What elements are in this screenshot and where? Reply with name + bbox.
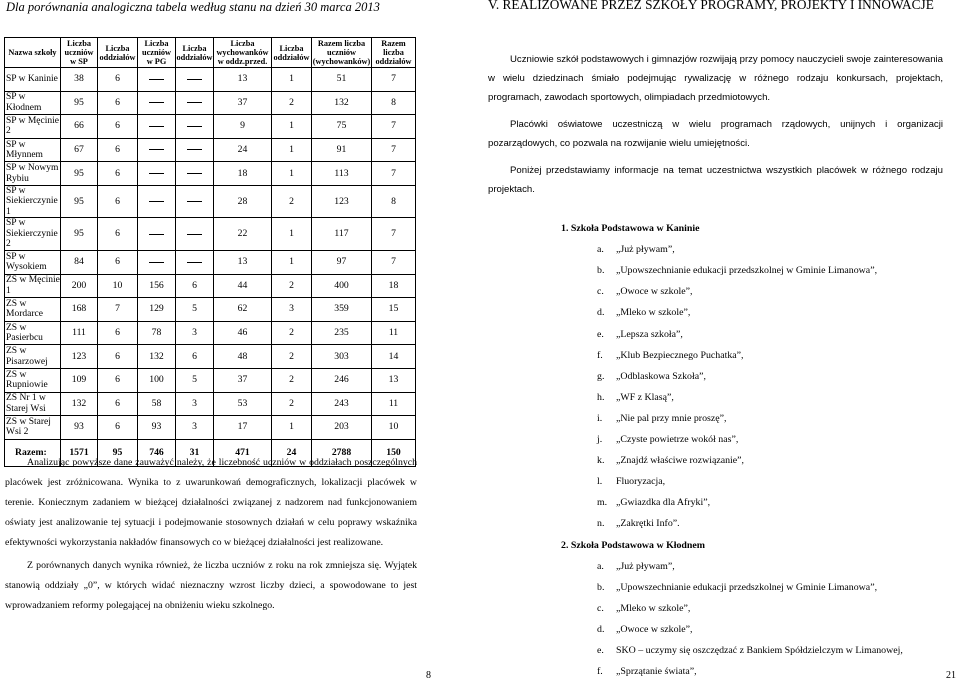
table-cell: 2 (272, 321, 312, 345)
table-cell: 93 (61, 416, 98, 440)
dash-mark (187, 126, 202, 127)
table-cell: 7 (372, 138, 416, 162)
table-cell: 9 (214, 115, 272, 139)
program-item (597, 329, 683, 340)
dash-mark (149, 262, 164, 263)
table-cell: 97 (312, 250, 372, 274)
table-row (5, 68, 416, 92)
table-cell: 53 (214, 392, 272, 416)
table-cell: 117 (312, 218, 372, 251)
school-name-cell: SP w Kaninie (5, 68, 61, 92)
program-letter: e. (597, 328, 604, 340)
table-cell: 24 (214, 138, 272, 162)
table-cell: 113 (312, 162, 372, 186)
table-row (5, 321, 416, 345)
table-cell: 62 (214, 298, 272, 322)
program-item (597, 392, 674, 403)
program-name: „Zakrętki Info”. (616, 518, 680, 530)
program-name: Fluoryzacja, (616, 476, 666, 488)
table-row (5, 91, 416, 115)
intro-paragraph: Placówki oświatowe uczestniczą w wielu programach rządowych, unijnych i organizacji pozarządowych, co pozwala na rozwijanie wielu umiejętności. (488, 119, 943, 149)
table-cell: 6 (98, 185, 138, 218)
table-cell: 1 (272, 68, 312, 92)
table-cell: 100 (138, 368, 176, 392)
total-cell: 150 (372, 439, 416, 466)
empty-dash-cell (176, 218, 214, 251)
program-letter: d. (597, 307, 605, 319)
program-letter: m. (597, 497, 608, 509)
table-cell: 93 (138, 416, 176, 440)
table-cell: 7 (372, 68, 416, 92)
table-cell: 1 (272, 162, 312, 186)
table-cell: 28 (214, 185, 272, 218)
table-row (5, 115, 416, 139)
program-item (597, 265, 877, 276)
total-cell: 471 (214, 439, 272, 466)
dash-mark (149, 126, 164, 127)
table-cell: 10 (98, 274, 138, 298)
dash-mark (149, 102, 164, 103)
program-item (597, 497, 710, 508)
program-letter: j. (597, 434, 603, 445)
program-item (597, 434, 738, 445)
school-name-cell: SP w Męcinie 2 (6, 115, 59, 137)
table-cell: 6 (98, 218, 138, 251)
program-name: „Upowszechnianie edukacji przedszkolnej w Gminie Limanowa”, (616, 581, 878, 593)
dash-mark (149, 149, 164, 150)
program-name: „Znajdź właściwe rozwiązanie”, (616, 455, 745, 467)
empty-dash-cell (138, 115, 176, 139)
total-cell: 31 (176, 439, 214, 466)
program-letter: e. (597, 645, 604, 656)
table-cell: 1 (272, 416, 312, 440)
table-cell: 6 (98, 162, 138, 186)
column-header: Liczba oddziałów (272, 38, 312, 68)
empty-dash-cell (138, 138, 176, 162)
table-cell: 6 (98, 68, 138, 92)
table-cell: 2 (272, 368, 312, 392)
table-cell: 200 (61, 274, 98, 298)
program-letter: c. (597, 286, 604, 298)
table-cell: 132 (61, 392, 98, 416)
table-cell: 95 (61, 91, 98, 115)
table-cell: 246 (312, 368, 372, 392)
table-cell: 3 (176, 416, 214, 440)
table-cell: 10 (372, 416, 416, 440)
total-cell: 2788 (312, 439, 372, 466)
table-cell: 235 (312, 321, 372, 345)
table-cell: 2 (272, 91, 312, 115)
table-cell: 51 (312, 68, 372, 92)
table-row (5, 345, 416, 369)
program-name: „WF z Klasą”, (616, 391, 674, 403)
table-cell: 6 (98, 321, 138, 345)
program-letter: g. (597, 370, 605, 382)
intro-paragraph: Uczniowie szkół podstawowych i gimnazjów rozwijają przy pomocy nauczycieli swoje zainteresowania w wielu dziedzinach śmiało podejmując rywalizację w różnego rodzaju konkursach, projektach, programach, zawodach sportowych, olimpiadach przedmiotowych. (488, 54, 943, 103)
intro-text (488, 50, 943, 199)
school-name-cell: ZS w Pasierbcu (5, 321, 61, 345)
table-cell: 3 (272, 298, 312, 322)
dash-mark (187, 79, 202, 80)
left-page (0, 0, 476, 684)
table-row (5, 218, 416, 251)
program-item (597, 582, 877, 593)
program-letter: b. (597, 265, 605, 277)
page-number: 8 (426, 670, 431, 681)
table-cell: 48 (214, 345, 272, 369)
table-cell: 8 (372, 91, 416, 115)
column-header: Liczba oddziałów (176, 38, 214, 68)
empty-dash-cell (138, 250, 176, 274)
dash-mark (187, 173, 202, 174)
table-cell: 14 (372, 345, 416, 369)
empty-dash-cell (176, 185, 214, 218)
school-name-cell: ZS w Starej Wsi 2 (5, 416, 61, 440)
program-item (597, 371, 706, 382)
program-item (597, 455, 744, 466)
table-cell: 15 (372, 298, 416, 322)
program-name: „Lepsza szkoła”, (616, 328, 683, 340)
table-row (5, 298, 416, 322)
dash-mark (187, 201, 202, 202)
table-cell: 303 (312, 345, 372, 369)
dash-mark (187, 234, 202, 235)
program-name: „Mleko w szkole”, (616, 602, 691, 614)
table-cell: 2 (272, 392, 312, 416)
program-item (597, 666, 697, 677)
dash-mark (149, 173, 164, 174)
table-cell: 243 (312, 392, 372, 416)
table-cell: 5 (176, 298, 214, 322)
empty-dash-cell (138, 185, 176, 218)
dash-mark (187, 262, 202, 263)
table-cell: 78 (138, 321, 176, 345)
table-row (5, 416, 416, 440)
table-cell: 109 (61, 368, 98, 392)
table-cell: 22 (214, 218, 272, 251)
table-cell: 156 (138, 274, 176, 298)
program-item (597, 645, 903, 656)
table-cell: 8 (372, 185, 416, 218)
empty-dash-cell (176, 138, 214, 162)
table-cell: 6 (98, 115, 138, 139)
table-cell: 6 (98, 416, 138, 440)
running-header: Dla porównania analogiczna tabela według stanu na dzień 30 marca 2013 (6, 0, 380, 14)
dash-mark (149, 201, 164, 202)
school-title: 2. Szkoła Podstawowa w Kłodnem (561, 539, 706, 551)
table-cell: 37 (214, 368, 272, 392)
table-cell: 17 (214, 416, 272, 440)
dash-mark (187, 149, 202, 150)
school-name-cell: SP w Nowym Rybiu (5, 162, 61, 186)
program-item (597, 413, 727, 424)
program-name: „Nie pal przy mnie proszę”, (616, 412, 727, 424)
program-item (597, 350, 744, 361)
school-name-cell: SP w Młynnem (5, 138, 61, 162)
program-item (597, 476, 665, 487)
program-name: „Czyste powietrze wokół nas”, (616, 434, 739, 445)
program-letter: f. (597, 666, 603, 678)
table-cell: 6 (176, 274, 214, 298)
table-cell: 2 (272, 345, 312, 369)
program-item (597, 518, 680, 529)
page-number: 21 (946, 670, 956, 681)
table-cell: 95 (61, 218, 98, 251)
table-cell: 18 (372, 274, 416, 298)
empty-dash-cell (176, 91, 214, 115)
intro-paragraph: Poniżej przedstawiamy informacje na temat uczestnictwa wszystkich placówek w różnego rodzaju projektach. (488, 165, 943, 195)
program-name: „Mleko w szkole”, (616, 307, 691, 319)
table-cell: 46 (214, 321, 272, 345)
table-cell: 7 (372, 250, 416, 274)
program-item (597, 307, 690, 318)
empty-dash-cell (176, 115, 214, 139)
table-row (5, 392, 416, 416)
school-name-cell: ZS w Mordarce (5, 298, 61, 322)
table-cell: 75 (312, 115, 372, 139)
table-row (5, 250, 416, 274)
table-cell: 6 (98, 392, 138, 416)
program-name: „Upowszechnianie edukacji przedszkolnej w Gminie Limanowa”, (616, 265, 878, 277)
program-name: „Klub Bezpiecznego Puchatka”, (616, 349, 744, 361)
school-name-cell: SP w Kłodnem (5, 91, 61, 115)
program-letter: a. (597, 244, 604, 256)
right-page (480, 0, 960, 684)
program-item (597, 561, 675, 572)
table-row (5, 138, 416, 162)
total-label: Razem: (5, 439, 61, 466)
table-row (5, 274, 416, 298)
table-cell: 6 (98, 250, 138, 274)
table-cell: 111 (61, 321, 98, 345)
program-name: „Już pływam”, (616, 244, 675, 256)
table-cell: 7 (372, 218, 416, 251)
table-cell: 1 (272, 115, 312, 139)
table-cell: 132 (312, 91, 372, 115)
program-name: „Owoce w szkole”, (616, 623, 693, 635)
table-cell: 132 (138, 345, 176, 369)
program-letter: d. (597, 623, 605, 635)
program-name: SKO – uczymy się oszczędzać z Bankiem Spółdzielczym w Limanowej, (616, 645, 903, 656)
section-heading: V. REALIZOWANE PRZEZ SZKOŁY PROGRAMY, PROJEKTY I INNOWACJE (488, 0, 934, 12)
empty-dash-cell (138, 218, 176, 251)
program-item (597, 624, 693, 635)
program-item (597, 244, 675, 255)
table-cell: 18 (214, 162, 272, 186)
table-cell: 5 (176, 368, 214, 392)
program-name: „Sprzątanie świata”, (616, 666, 697, 678)
table-cell: 6 (98, 345, 138, 369)
empty-dash-cell (176, 250, 214, 274)
table-cell: 1 (272, 138, 312, 162)
program-name: „Odblaskowa Szkoła”, (616, 370, 706, 382)
empty-dash-cell (176, 162, 214, 186)
table-cell: 7 (372, 115, 416, 139)
school-name-cell: ZS w Pisarzowej (5, 345, 61, 369)
table-cell: 13 (214, 250, 272, 274)
program-name: „Owoce w szkole”, (616, 286, 693, 298)
empty-dash-cell (138, 68, 176, 92)
table-cell: 2 (272, 274, 312, 298)
program-letter: a. (597, 560, 604, 572)
table-cell: 123 (61, 345, 98, 369)
program-letter: b. (597, 581, 605, 593)
program-name: „Gwiazdka dla Afryki”, (616, 497, 711, 509)
table-row (5, 368, 416, 392)
program-letter: k. (597, 455, 605, 467)
table-cell: 13 (372, 368, 416, 392)
table-cell: 168 (61, 298, 98, 322)
school-name-cell: ZS w Rupniowie (5, 368, 61, 392)
program-letter: f. (597, 349, 603, 361)
table-cell: 11 (372, 392, 416, 416)
column-header: Razem liczba uczniów (wychowanków) (312, 39, 371, 66)
empty-dash-cell (176, 68, 214, 92)
column-header: Liczba uczniów w SP (61, 38, 98, 68)
column-header: Liczba wychowanków w oddz.przed. (214, 38, 272, 68)
school-name-cell: SP w Siekierczynie 2 (5, 218, 61, 251)
program-letter: l. (597, 476, 603, 488)
dash-mark (149, 79, 164, 80)
total-cell: 1571 (61, 439, 98, 466)
total-cell: 746 (138, 439, 176, 466)
table-cell: 58 (138, 392, 176, 416)
dash-mark (187, 102, 202, 103)
table-cell: 1 (272, 250, 312, 274)
table-cell: 359 (312, 298, 372, 322)
analysis-text (5, 453, 417, 616)
table-cell: 37 (214, 91, 272, 115)
table-cell: 6 (98, 91, 138, 115)
column-header: Nazwa szkoły (5, 38, 61, 68)
table-cell: 123 (312, 185, 372, 218)
table-row (5, 185, 416, 218)
table-cell: 91 (312, 138, 372, 162)
program-letter: i. (597, 412, 603, 424)
column-header: Razem liczba oddziałów (372, 38, 416, 68)
table-cell: 7 (98, 298, 138, 322)
table-cell: 203 (312, 416, 372, 440)
table-cell: 129 (138, 298, 176, 322)
table-cell: 11 (372, 321, 416, 345)
table-cell: 44 (214, 274, 272, 298)
school-title: 1. Szkoła Podstawowa w Kaninie (561, 223, 700, 234)
column-header: Liczba oddziałów (98, 38, 138, 68)
table-cell: 95 (61, 185, 98, 218)
dash-mark (149, 234, 164, 235)
program-item (597, 286, 693, 297)
total-cell: 95 (98, 439, 138, 466)
analysis-paragraph: Z porównanych danych wynika również, że liczba uczniów z roku na rok zmniejsza się. Wyjątek stanowią oddziały „0”, w których widać nieznaczny wzrost liczby dzieci, a spowodowane to jest wprowadzaniem reformy polegającej na obniżeniu wieku szkolnego. (5, 560, 417, 611)
empty-dash-cell (138, 162, 176, 186)
program-letter: n. (597, 518, 605, 530)
table-cell: 7 (372, 162, 416, 186)
school-name-cell: SP w Wysokiem (5, 250, 61, 274)
table-cell: 3 (176, 321, 214, 345)
school-name-cell: SP w Siekierczynie 1 (5, 185, 61, 218)
table-cell: 6 (176, 345, 214, 369)
total-cell: 24 (272, 439, 312, 466)
program-letter: c. (597, 602, 604, 614)
program-letter: h. (597, 391, 605, 403)
table-cell: 6 (98, 368, 138, 392)
table-cell: 2 (272, 185, 312, 218)
table-cell: 67 (61, 138, 98, 162)
column-header: Liczba uczniów w PG (138, 38, 176, 68)
table-cell: 1 (272, 218, 312, 251)
table-cell: 6 (98, 138, 138, 162)
program-item (597, 603, 690, 614)
table-cell: 3 (176, 392, 214, 416)
table-cell: 13 (214, 68, 272, 92)
table-cell: 66 (61, 115, 98, 139)
table-row (5, 162, 416, 186)
table-cell: 84 (61, 250, 98, 274)
analysis-paragraph: Analizując powyższe dane zauważyć należy, że liczebność uczniów w oddziałach poszczególnych placówek jest zróżnicowana. Wynika to z uwarunkowań demograficznych, lokalizacji placówek w terenie. Koniecznym zadaniem w bieżącej działalności związanej z nadzorem nad funkcjonowaniem oświaty jest analizowanie tej sytuacji i podejmowanie stosownych działań w celu poprawy wskaźnika efektywności wykorzystania nakładów finansowych co w bieżącej działalności jest realizowane. (5, 457, 417, 548)
table-cell: 400 (312, 274, 372, 298)
table-cell: 38 (61, 68, 98, 92)
school-name-cell: ZS w Męcinie 1 (6, 275, 60, 296)
table-header-row (5, 38, 416, 68)
school-statistics-table (4, 37, 416, 467)
program-name: „Już pływam”, (616, 560, 675, 572)
table-body (5, 68, 416, 467)
school-name-cell: ZS Nr 1 w Starej Wsi (5, 392, 61, 416)
table-cell: 95 (61, 162, 98, 186)
empty-dash-cell (138, 91, 176, 115)
